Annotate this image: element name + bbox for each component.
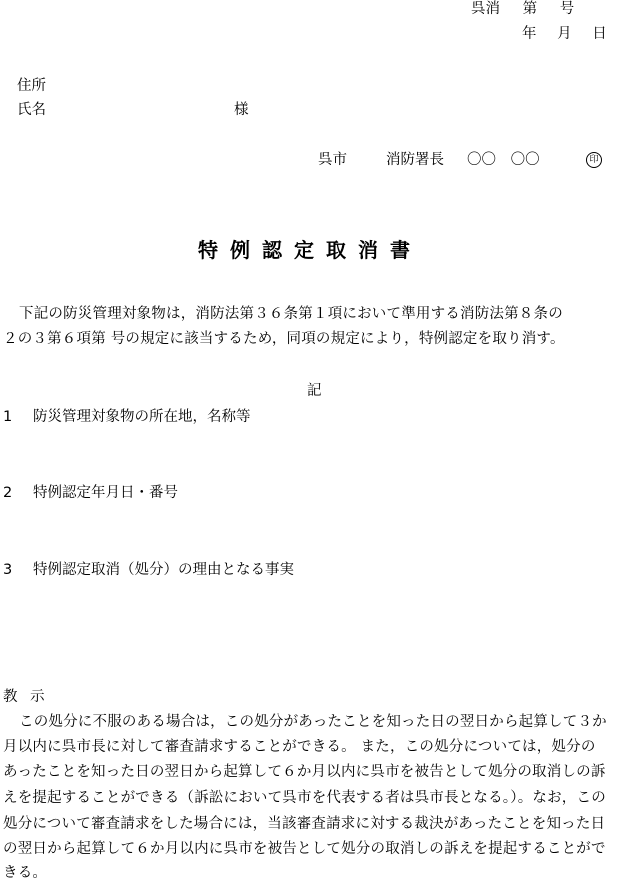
honorific: 様 [234, 102, 249, 118]
issue-date: 年 月 日 [522, 26, 607, 42]
name-label: 氏名 [17, 102, 46, 118]
item-2-number: 2 [3, 485, 13, 501]
main-text-line-2: ２の３第６項第 号の規定に該当するため，同項の規定により，特例認定を取り消す。 [3, 331, 565, 347]
document-number: 呉消 第 号 [471, 1, 575, 17]
address-label: 住所 [17, 78, 46, 94]
item-1-label: 防災管理対象物の所在地，名称等 [33, 409, 251, 425]
item-2-label: 特例認定年月日・番号 [33, 485, 178, 501]
main-text-line-1: 下記の防災管理対象物は，消防法第３６条第１項において準用する消防法第８条の [19, 306, 563, 322]
instruction-line-6: の翌日から起算して６か月以内に呉市を被告として処分の取消しの訴えを提起することがで [3, 841, 606, 857]
page-title: 特例認定取消書 [198, 238, 422, 262]
item-3-label: 特例認定取消（処分）の理由となる事実 [33, 562, 294, 578]
issuer-title: 消防署長 [386, 152, 444, 168]
ki-label: 記 [307, 383, 322, 399]
instruction-line-3: あったことを知った日の翌日から起算して６か月以内に呉市を被告として処分の取消しの訴 [3, 764, 606, 780]
instruction-line-2: 月以内に呉市長に対して審査請求することができる。 また，この処分については，処分の [3, 739, 596, 755]
instruction-line-1: この処分に不服のある場合は，この処分があったことを知った日の翌日から起算して３か [19, 714, 607, 730]
item-1-number: 1 [3, 409, 13, 425]
instruction-heading: 教 示 [3, 689, 45, 705]
instruction-line-7: きる。 [3, 865, 48, 881]
instruction-line-4: えを提起することができる（訴訟において呉市を代表する者は呉市長となる。）。なお，この [3, 790, 606, 806]
item-3-number: 3 [3, 562, 13, 578]
seal-icon: 印 [586, 152, 602, 168]
issuer-name: 〇〇 〇〇 [467, 152, 540, 168]
issuer-city: 呉市 [318, 152, 347, 168]
instruction-line-5: 処分について審査請求をした場合には，当該審査請求に対する裁決があったことを知った日 [3, 816, 606, 832]
